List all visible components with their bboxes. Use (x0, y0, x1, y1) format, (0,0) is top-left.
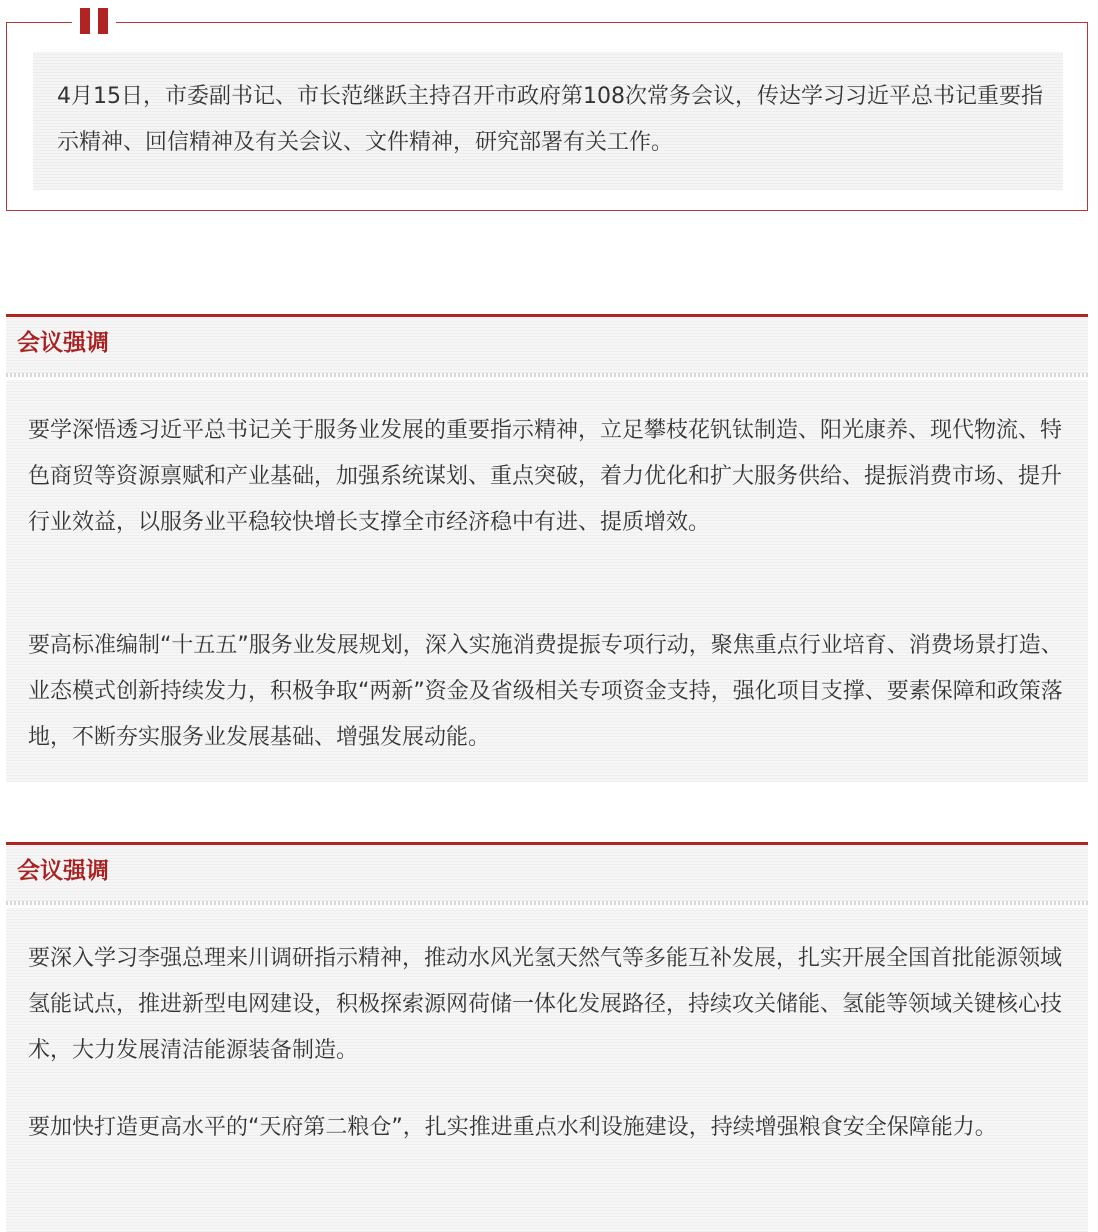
section-paragraph: 要高标准编制“十五五”服务业发展规划，深入实施消费提振专项行动，聚焦重点行业培育、消费场景打造、业态模式创新持续发力，积极争取“两新”资金及省级相关专项资金支持，强化项目支撑、要素保障和政策落地，不断夯实服务业发展基础、增强发展动能。 (28, 633, 1063, 750)
section-paragraph: 要学深悟透习近平总书记关于服务业发展的重要指示精神，立足攀枝花钒钛制造、阳光康养、现代物流、特色商贸等资源禀赋和产业基础，加强系统谋划、重点突破，着力优化和扩大服务供给、提振消费市场、提升行业效益，以服务业平稳较快增长支撑全市经济稳中有进、提质增效。 (28, 418, 1063, 535)
section-meeting-emphasis-2 (6, 842, 1088, 1232)
dotted-divider (6, 901, 1088, 905)
dotted-divider (6, 373, 1088, 377)
quote-mark-bar (98, 8, 108, 34)
section-paragraph: 要加快打造更高水平的“天府第二粮仓”，扎实推进重点水利设施建设，持续增强粮食安全保障能力。 (28, 1115, 997, 1140)
intro-text: 4月15日，市委副书记、市长范继跃主持召开市政府第108次常务会议，传达学习习近平总书记重要指示精神、回信精神及有关会议、文件精神，研究部署有关工作。 (57, 84, 1043, 155)
section-paragraph: 要深入学习李强总理来川调研指示精神，推动水风光氢天然气等多能互补发展，扎实开展全国首批能源领域氢能试点，推进新型电网建设，积极探索源网荷储一体化发展路径，持续攻关储能、氢能等领域关键核心技术，大力发展清洁能源装备制造。 (28, 946, 1063, 1063)
section-heading: 会议强调 (17, 858, 109, 884)
quote-mark-icon (72, 0, 116, 40)
quote-mark-bar (80, 8, 90, 34)
section-meeting-emphasis-1 (6, 314, 1088, 784)
section-heading: 会议强调 (17, 330, 109, 356)
section-header-band (6, 317, 1088, 373)
section-header-band (6, 845, 1088, 901)
